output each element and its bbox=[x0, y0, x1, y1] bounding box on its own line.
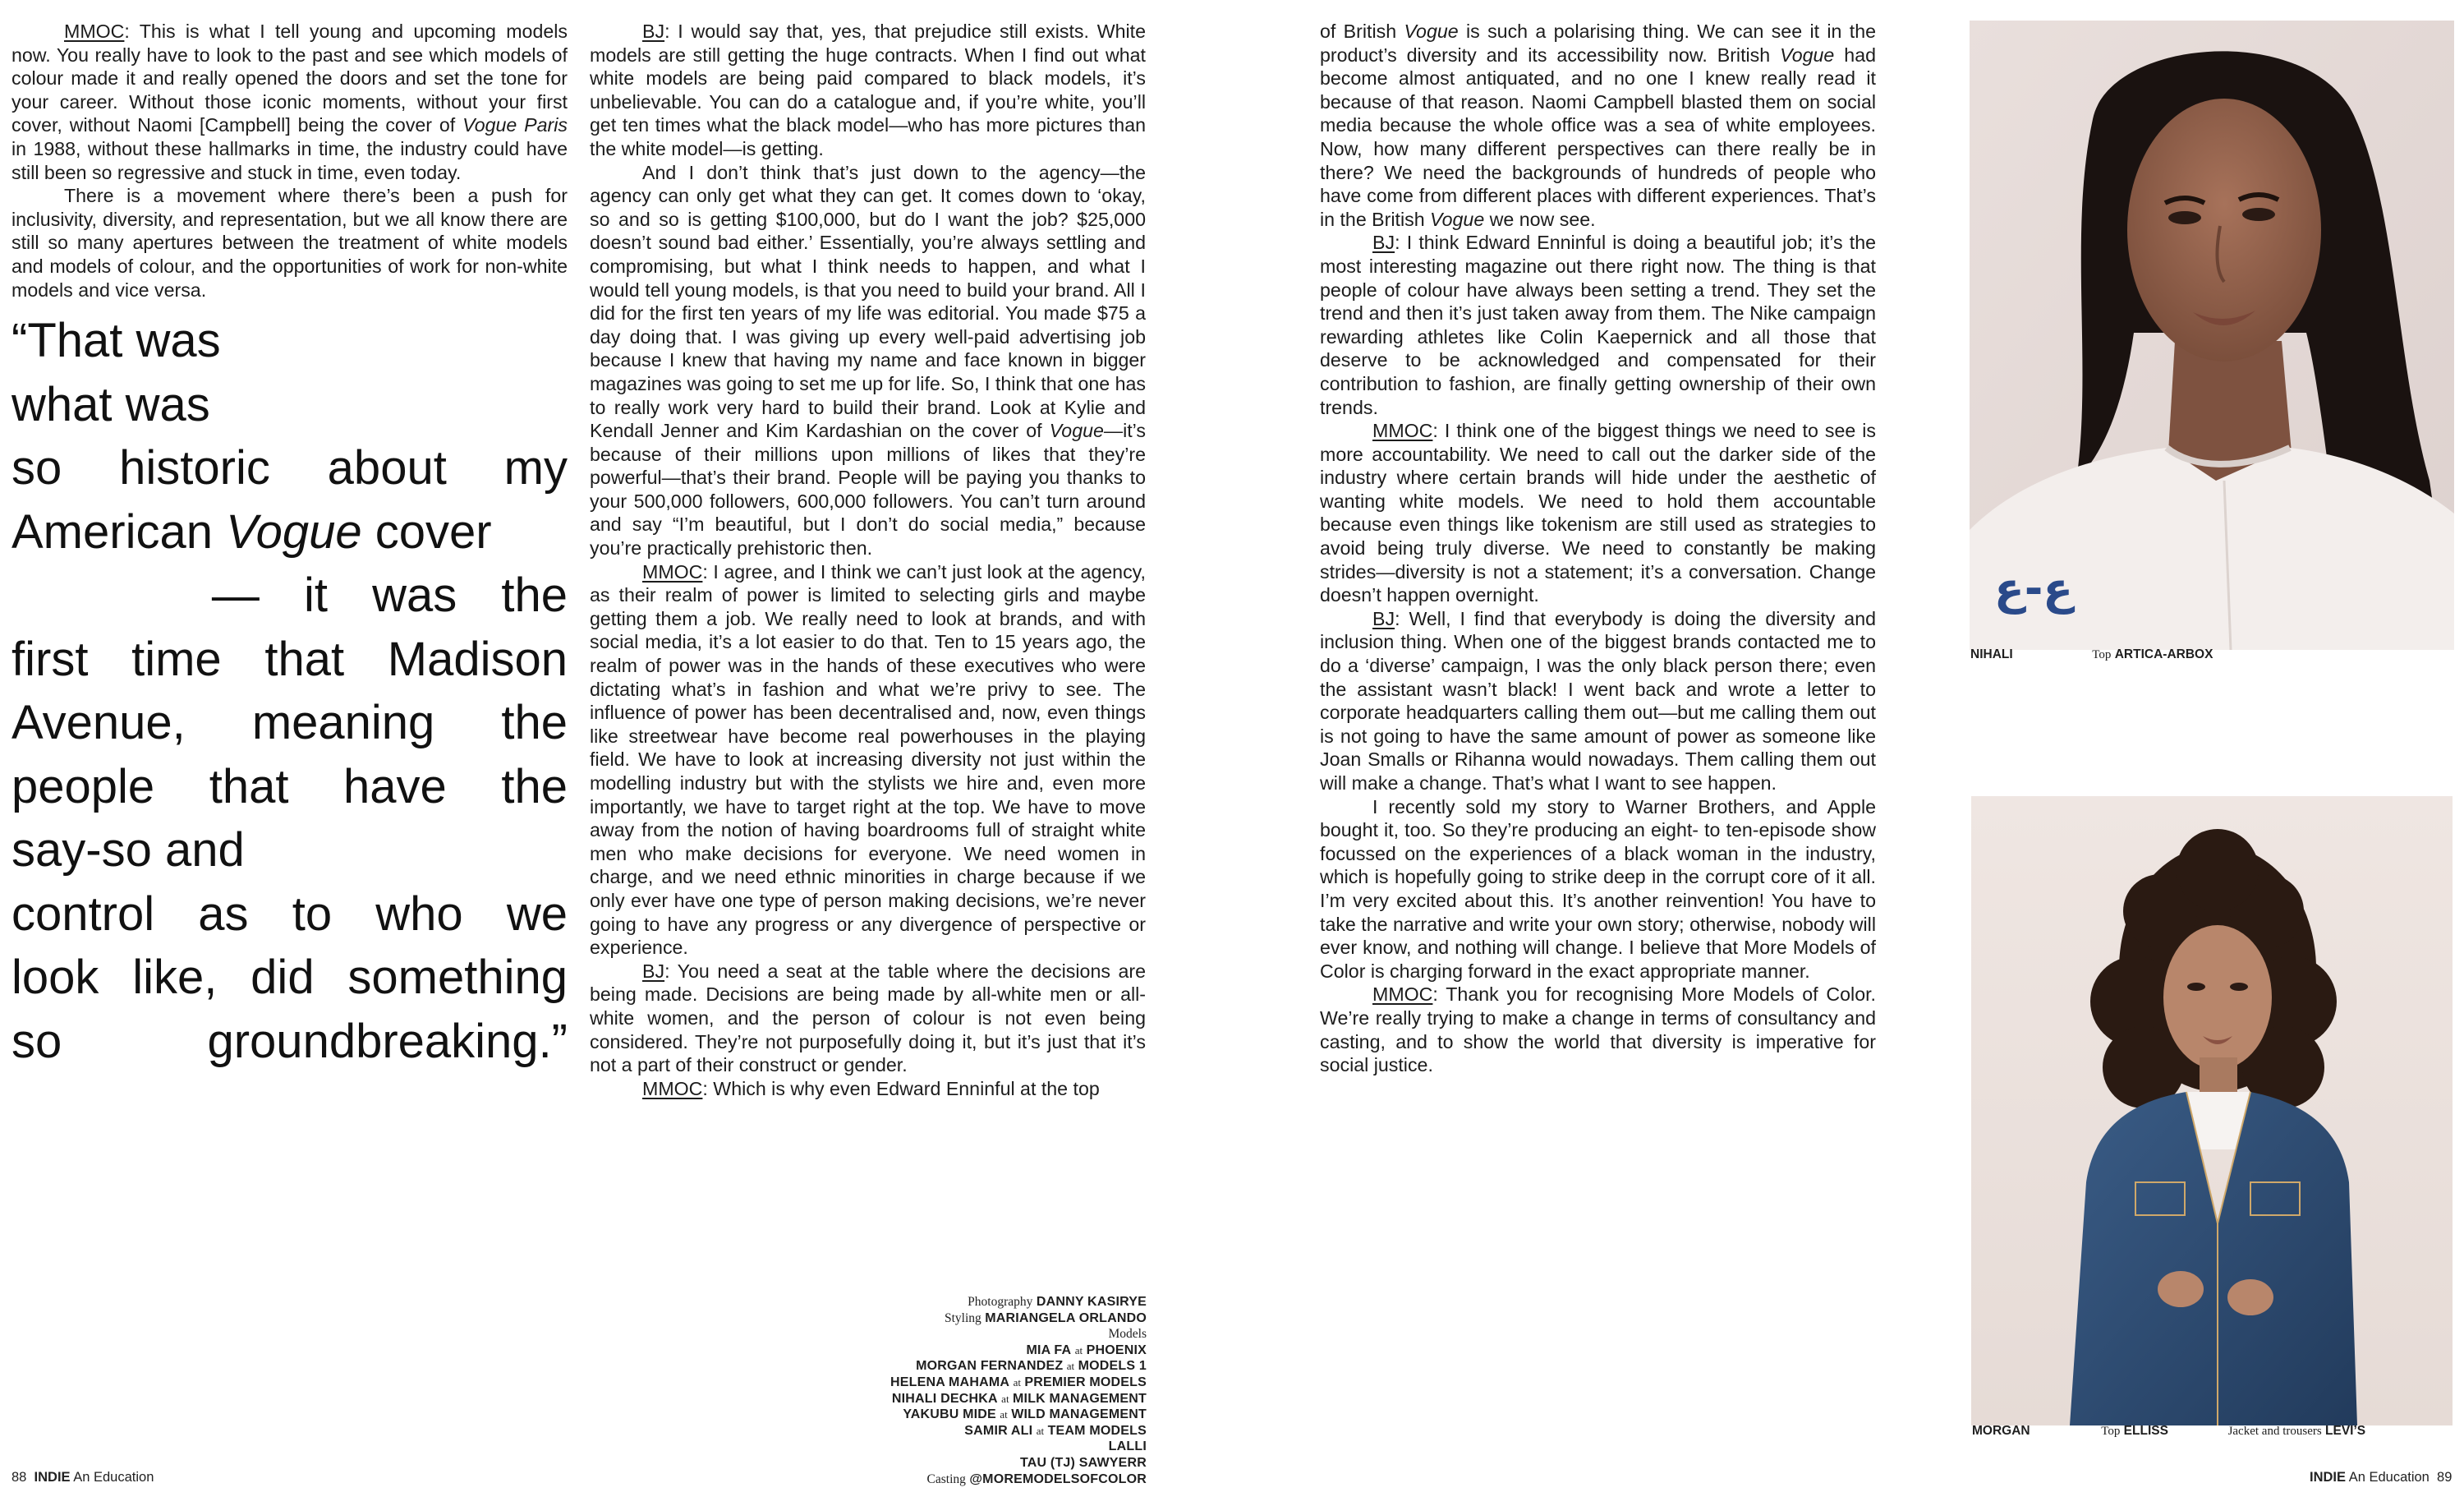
quote-line: so groundbreaking.” bbox=[11, 1014, 568, 1068]
col3-paragraph-2: BJ: I think Edward Enninful is doing a beautiful job; it’s the most interesting magazine out there right now. The thing is that people of colour have always been setting a trend. They set the trend and then it’s just taken away from them. The Nike campaign rewarding athletes like Colin Kaepernick and all those that deserve to be acknowledged and compensated for their contribution to fashion, are finally getting ownership of their own trends. bbox=[1320, 232, 1876, 418]
col2-paragraph-4: BJ: You need a seat at the table where the decisions are being made. Decisions are being made by all-white men or all-white women, and the person of colour is not even being considered. They’re not purposefully doing it, but it’s just that it’s not a part of their construct or gender. bbox=[590, 960, 1146, 1076]
col2-paragraph-2: And I don’t think that’s just down to the agency—the agency can only get what they can get. It comes down to ‘okay, so and so is getting $100,000, but do I want the job? $25,000 doesn’t sound bad either.’ Essentially, you’re always settling and compromising, but what I think needs to happen, and what I would tell young models, is that you need to build your brand. All I did for the first ten years of my life was editorial. You made $75 a day doing that. I was giving up every well-paid advertising job because I knew that having my name and face known in bigger magazines was going to set me up for life. So, I think that one has to really work very hard to build their brand. Look at Kylie and Kendall Jenner and Kim Kardashian on the cover of Vogue—it’s because of their millions upon millions of likes that they’re powerful—that’s their brand. People will be paying you thanks to your 500,000 followers, 600,000 followers. You can’t turn around and say “I’m beautiful, but I don’t do social media,” because you’re practically prehistoric then. bbox=[590, 161, 1146, 560]
speaker-tag: BJ bbox=[1372, 232, 1395, 254]
brand-name: ARTICA-ARBOX bbox=[2114, 647, 2213, 661]
photo2-caption: MORGAN Top ELLISS Jacket and trousers LEVI’S bbox=[1972, 1424, 2366, 1438]
col2-paragraph-5: MMOC: Which is why even Edward Enninful at the top bbox=[642, 1077, 1100, 1099]
pull-quote bbox=[11, 309, 568, 1073]
col3-paragraph-4: BJ: Well, I find that everybody is doing the diversity and inclusion thing. When one of the biggest brands contacted me to do a ‘diverse’ campaign, I was the only black person there; even the assistant wasn’t black! I went back and wrote a letter to corporate headquarters calling them out—but me calling them out is not going to have the same amount of power as someone like Joan Smalls or Rihanna would nowadays. Them calling them out will make a change. That’s what I want to see happen. bbox=[1320, 607, 1876, 794]
credit-row: SAMIR ALI at TEAM MODELS bbox=[964, 1423, 1147, 1438]
portrait-illustration bbox=[1970, 21, 2454, 650]
speaker-tag: BJ bbox=[642, 960, 665, 982]
left-column-2 bbox=[590, 20, 1146, 1100]
col2-paragraph-3: MMOC: I agree, and I think we can’t just look at the agency, as their realm of power is limited to selecting girls and maybe getting them a job. We really need to look at brands, and with social media, it’s a lot easier to do that. Ten to 15 years ago, the realm of power was in the hands of these executives who were dictating what’s in fashion and what we’re privy to see. The influence of power has been decentralised and, now, even things like streetwear have become real powerhouses in the playing field. We have to look at increasing diversity not just within the modelling industry but with the stylists we hire and, even more importantly, we have to target right at the top. We have to move away from the notion of having boardrooms full of straight white men who make decisions for everyone. We need women in charge, and we need ethnic minorities in charge because if we only ever have one type of person making decisions, we’re never going to have any progress or any divergence of perspective or experience. bbox=[590, 560, 1146, 959]
photo1-caption: NIHALI Top ARTICA-ARBOX bbox=[1970, 647, 2213, 661]
photo-credits bbox=[887, 1294, 1147, 1487]
speaker-tag: MMOC bbox=[64, 21, 125, 42]
left-column-1 bbox=[11, 20, 568, 302]
credit-row: MORGAN FERNANDEZ at MODELS 1 bbox=[916, 1359, 1147, 1374]
speaker-tag: BJ bbox=[1372, 607, 1395, 629]
section-name: An Education bbox=[73, 1470, 154, 1485]
speaker-tag: BJ bbox=[642, 21, 665, 42]
portrait-photo-nihali bbox=[1970, 21, 2454, 650]
page-number: 88 bbox=[11, 1470, 27, 1485]
col3-paragraph-6: MMOC: Thank you for recognising More Models of Color. We’re really trying to make a change in terms of consultancy and casting, and to show the world that diversity is imperative for social justice. bbox=[1320, 983, 1876, 1076]
col3-paragraph-5: I recently sold my story to Warner Brothers, and Apple bought it, too. So they’re producing an eight- to ten-episode show focussed on the experiences of a black woman in the industry, which is hopefully going to strike deep in the corrupt core of it all. I’m very excited about this. It’s another reinvention! You have to take the narrative and write your own story; otherwise, nobody will ever know, and nothing will change. I believe that More Models of Color is charging forward in the exact appropriate manner. bbox=[1320, 795, 1876, 982]
speaker-tag: MMOC bbox=[642, 560, 703, 583]
quote-line: — it was the bbox=[211, 569, 568, 622]
quote-line: Avenue, meaning the bbox=[11, 696, 568, 749]
magazine-brand: INDIE bbox=[2310, 1470, 2347, 1485]
credit-row: LALLI bbox=[1108, 1439, 1147, 1454]
section-name: An Education bbox=[2348, 1470, 2430, 1485]
quote-line: what was bbox=[11, 377, 210, 431]
folio-right bbox=[2310, 1470, 2452, 1485]
quote-line: American Vogue cover bbox=[11, 504, 492, 559]
model-name: NIHALI bbox=[1970, 647, 2013, 661]
quote-line: control as to who we bbox=[11, 887, 568, 941]
credit-row: MIA FA at PHOENIX bbox=[1026, 1343, 1147, 1357]
portrait-illustration bbox=[1971, 796, 2453, 1425]
shirt-print: ع-ع bbox=[1994, 563, 2074, 615]
col1-paragraph-1: MMOC: This is what I tell young and upcoming models now. You really have to look to the past and see which models of colour made it and really opened the doors and set the tone for your career. Without those iconic moments, without your first cover, without Naomi [Campbell] being the cover of Vogue Paris in 1988, without these hallmarks in time, the industry could have still been so regressive and stuck in time, even today. bbox=[11, 21, 568, 183]
col3-paragraph-1: of British Vogue is such a polarising thing. We can see it in the product’s diversity and its accessibility now. British Vogue had become almost antiquated, and no one I knew really read it because of that reason. Naomi Campbell blasted them on social media because the whole office was a sea of white employees. Now, how many different perspectives can there really be in there? We need the backgrounds of hundreds of people who have come from different places with different experiences. That’s in the British Vogue we now see. bbox=[1320, 21, 1876, 230]
right-column-1 bbox=[1320, 20, 1876, 1077]
quote-line: so historic about my bbox=[11, 441, 568, 495]
page-number: 89 bbox=[2437, 1470, 2453, 1485]
col2-paragraph-1: BJ: I would say that, yes, that prejudice still exists. White models are still getting the huge contracts. When I find out what white models are being paid compared to black models, it’s unbelievable. You can do a catalogue and, if you’re white, you’ll get ten times what the black model—who has more pictures than the white model—is getting. bbox=[590, 21, 1146, 159]
quote-line: people that have the bbox=[11, 759, 568, 813]
col1-paragraph-2: There is a movement where there’s been a push for inclusivity, diversity, and representation, but we all know there are still so many apertures between the treatment of white models and models of colour, and the opportunities of work for non-white models and vice versa. bbox=[11, 185, 568, 301]
col3-paragraph-3: MMOC: I think one of the biggest things we need to see is more accountability. We need to call out the darker side of the industry where certain brands will hide under the aesthetic of wanting white models. We need to hold them accountable because even things like tokenism are still used as strategies to avoid being truly diverse. We need to constantly be making strides—diversity is not a statement; it’s a conversation. Change doesn’t happen overnight. bbox=[1320, 420, 1876, 606]
brand-name: ELLISS bbox=[2123, 1424, 2168, 1438]
model-name: MORGAN bbox=[1972, 1424, 2030, 1438]
credit-row: YAKUBU MIDE at WILD MANAGEMENT bbox=[903, 1407, 1147, 1422]
credit-row: TAU (TJ) SAWYERR bbox=[1019, 1455, 1147, 1470]
quote-line: look like, did something bbox=[11, 951, 568, 1004]
credit-row: HELENA MAHAMA at PREMIER MODELS bbox=[890, 1375, 1147, 1389]
credit-row: Styling MARIANGELA ORLANDO bbox=[944, 1310, 1147, 1325]
quote-line: say-so and bbox=[11, 823, 245, 877]
credit-row: Casting @MOREMODELSOFCOLOR bbox=[926, 1471, 1147, 1486]
portrait-photo-morgan bbox=[1971, 796, 2453, 1425]
speaker-tag: MMOC bbox=[642, 1077, 703, 1099]
speaker-tag: MMOC bbox=[1372, 983, 1433, 1006]
speaker-tag: MMOC bbox=[1372, 420, 1433, 442]
quote-line: “That was bbox=[11, 314, 221, 367]
credit-row: Models bbox=[1108, 1327, 1147, 1342]
credit-row: NIHALI DECHKA at MILK MANAGEMENT bbox=[891, 1391, 1147, 1406]
quote-line: first time that Madison bbox=[11, 632, 568, 686]
folio-left bbox=[11, 1470, 154, 1485]
magazine-brand: INDIE bbox=[34, 1470, 71, 1485]
credit-row: Photography DANNY KASIRYE bbox=[968, 1295, 1147, 1309]
brand-name: LEVI’S bbox=[2325, 1424, 2366, 1438]
